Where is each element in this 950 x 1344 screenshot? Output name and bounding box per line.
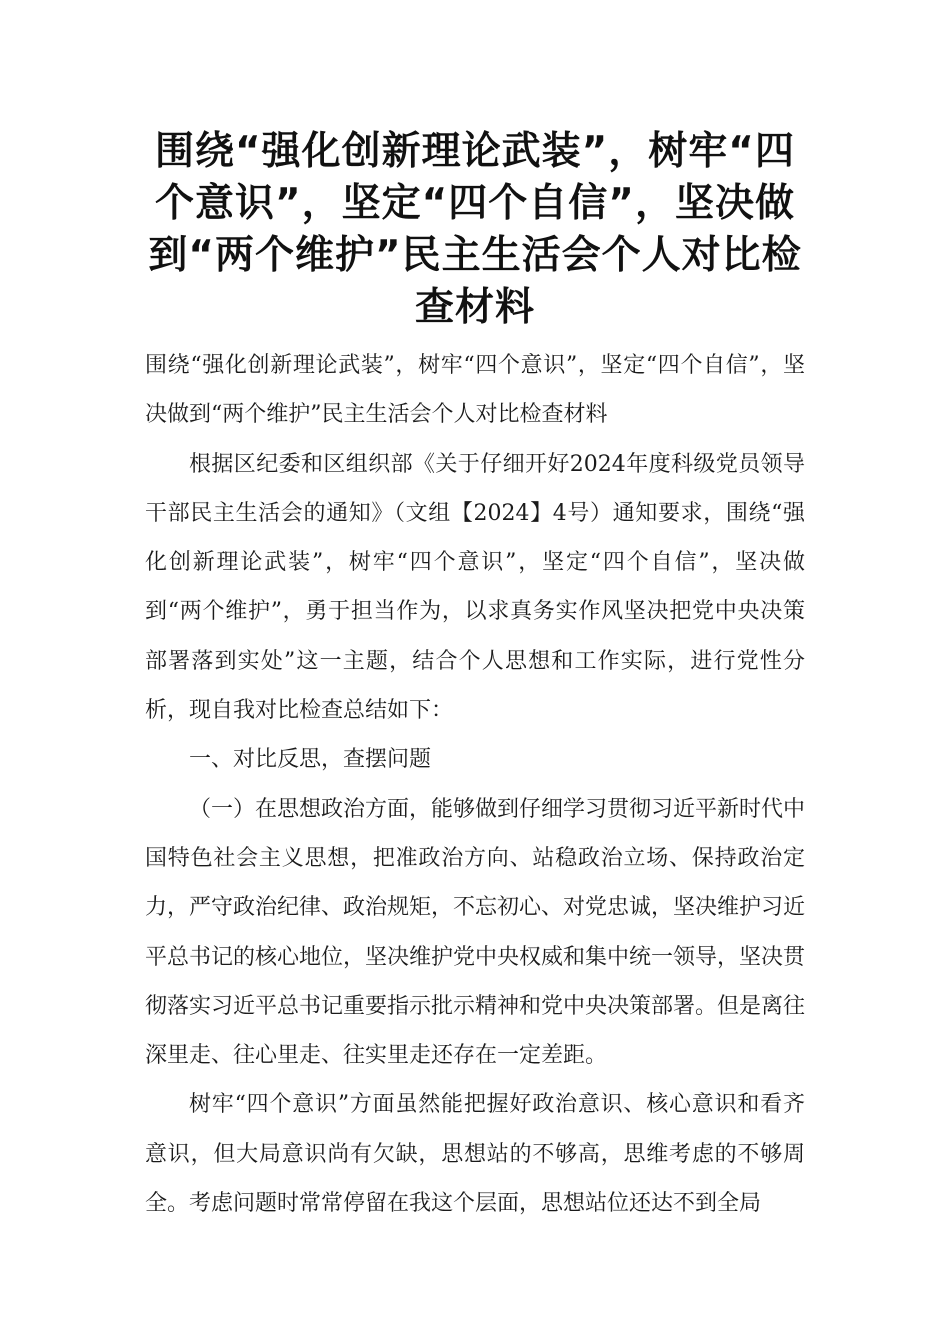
- body-paragraph-political: （一）在思想政治方面，能够做到仔细学习贯彻习近平新时代中国特色社会主义思想，把准政治方向、站稳政治立场、保持政治定力，严守政治纪律、政治规矩，不忘初心、对党忠诚，坚决维护习近平总书记的核心地位，坚决维护党中央权威和集中统一领导，坚决贯彻落实习近平总书记重要指示批示精神和党中央决策部署。但是离往深里走、往心里走、往实里走还存在一定差距。: [145, 796, 806, 1069]
- body-paragraph-title-repeat: 围绕“强化创新理论武装”，树牢“四个意识”，坚定“四个自信”，坚决做到“两个维护”民主生活会个人对比检查材料: [145, 353, 806, 428]
- section-heading: 一、对比反思，查摆问题: [189, 747, 432, 773]
- body-paragraph-intro: 根据区纪委和区组织部《关于仔细开好2024年度科级党员领导干部民主生活会的通知》（文组【2024】4号）通知要求，围绕“强化创新理论武装”，树牢“四个意识”，坚定“四个自信”，坚决做到“两个维护”，勇于担当作为，以求真务实作风坚决把党中央决策部署落到实处”这一主题，结合个人思想和工作实际，进行党性分析，现自我对比检查总结如下：: [145, 451, 805, 724]
- body-paragraph-four-consciousness: 树牢“四个意识”方面虽然能把握好政治意识、核心意识和看齐意识，但大局意识尚有欠缺，思想站的不够高，思维考虑的不够周全。考虑问题时常常停留在我这个层面，思想站位还达不到全局: [145, 1092, 805, 1217]
- document-body: [145, 341, 805, 1228]
- document-title: 围绕“强化创新理论武装”，树牢“四个意识”，坚定“四个自信”，坚决做到“两个维护”民主生活会个人对比检查材料: [148, 129, 802, 330]
